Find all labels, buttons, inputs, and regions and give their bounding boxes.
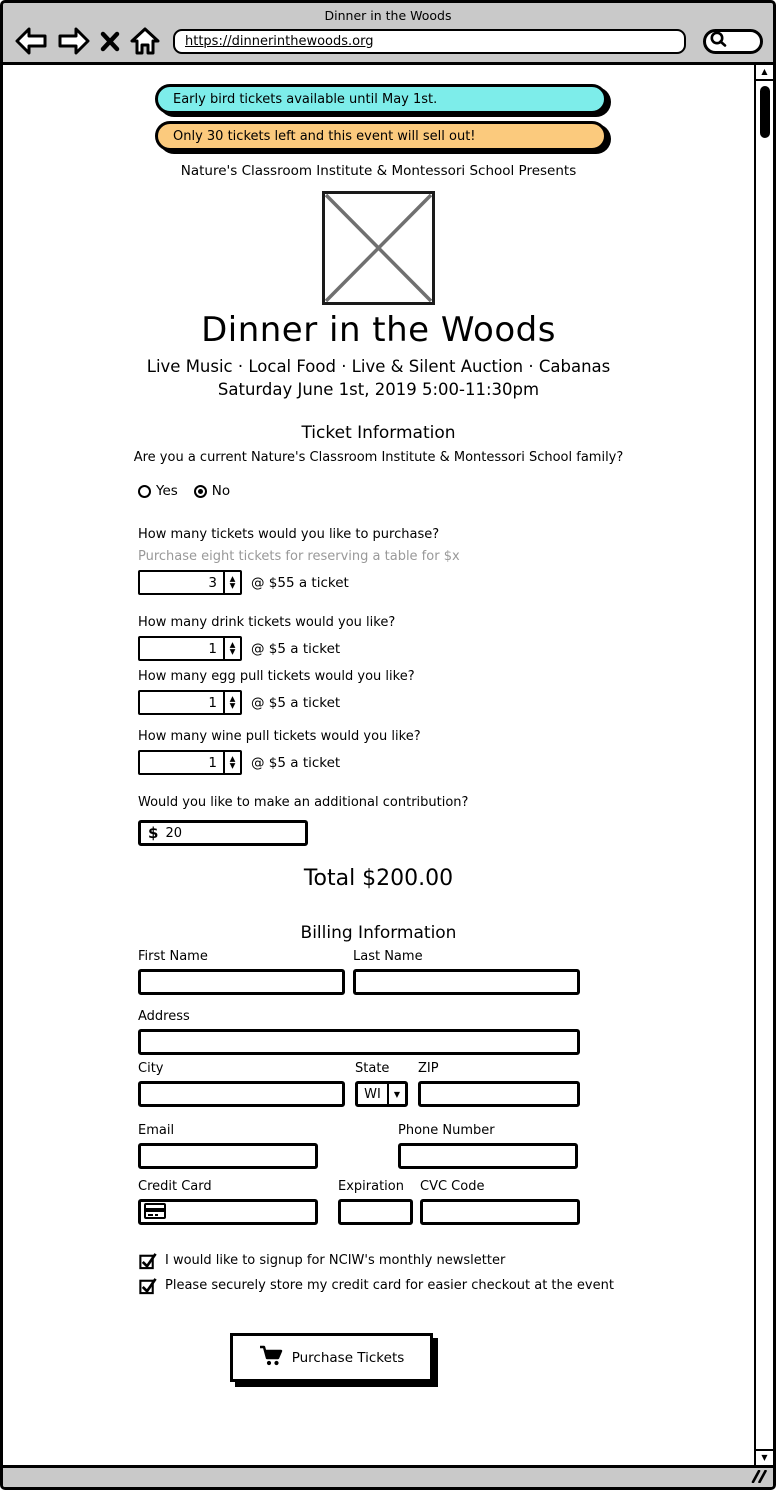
forward-icon[interactable] xyxy=(57,27,90,55)
stepper-arrows[interactable] xyxy=(223,638,240,659)
credit-card-icon xyxy=(144,1203,166,1219)
page-title: Dinner in the Woods xyxy=(201,310,556,350)
presenter-text: Nature's Classroom Institute & Montessori School Presents xyxy=(180,163,577,179)
back-icon[interactable] xyxy=(15,27,48,55)
page-body xyxy=(3,65,754,1465)
drink-quantity-value[interactable]: 1 xyxy=(208,640,217,657)
phone-field[interactable] xyxy=(398,1143,578,1169)
cart-icon xyxy=(259,1345,283,1371)
store-card-checkbox[interactable] xyxy=(138,1276,754,1295)
browser-titlebar xyxy=(3,3,773,62)
family-radio-group xyxy=(138,483,754,499)
stepper-up-icon[interactable]: ▲ xyxy=(229,754,236,763)
radio-option-yes[interactable] xyxy=(138,483,178,499)
scroll-up-icon[interactable]: ▲ xyxy=(756,65,773,81)
tickets-quantity-row xyxy=(138,570,754,595)
contribution-question: Would you like to make an additional contribution? xyxy=(138,795,469,810)
store-card-checkbox-label: Please securely store my credit card for easier checkout at the event xyxy=(165,1278,614,1293)
contribution-input[interactable] xyxy=(138,820,308,846)
stepper-down-icon[interactable]: ▼ xyxy=(229,580,236,590)
drink-quantity-stepper[interactable] xyxy=(138,636,242,661)
dropdown-arrow-icon[interactable]: ▼ xyxy=(387,1084,405,1104)
egg-quantity-value[interactable]: 1 xyxy=(208,694,217,711)
last-name-label: Last Name xyxy=(353,949,423,964)
newsletter-checkbox-label: I would like to signup for NCIW's monthly newsletter xyxy=(165,1253,506,1268)
stepper-up-icon[interactable]: ▲ xyxy=(229,574,236,583)
stepper-up-icon[interactable]: ▲ xyxy=(229,694,236,703)
wine-price-note: @ $5 a ticket xyxy=(251,754,341,771)
image-placeholder xyxy=(322,191,435,305)
checkbox-checked-icon[interactable] xyxy=(138,1251,157,1270)
city-field[interactable] xyxy=(138,1081,345,1107)
checkbox-checked-icon[interactable] xyxy=(138,1276,157,1295)
order-total: Total $200.00 xyxy=(303,866,454,891)
currency-symbol: $ xyxy=(148,824,159,842)
info-banner-text: Early bird tickets available until May 1st. xyxy=(173,91,438,107)
first-name-label: First Name xyxy=(138,949,208,964)
family-question: Are you a current Nature's Classroom Institute & Montessori School family? xyxy=(133,450,624,465)
url-bar[interactable] xyxy=(173,29,686,54)
search-box[interactable] xyxy=(703,29,763,54)
email-phone-row xyxy=(138,1123,754,1169)
billing-section-heading: Billing Information xyxy=(300,923,457,943)
drink-quantity-row xyxy=(138,636,754,661)
first-name-field[interactable] xyxy=(138,969,345,995)
vertical-scrollbar[interactable] xyxy=(754,65,773,1465)
window-title: Dinner in the Woods xyxy=(324,8,452,23)
warning-banner-text: Only 30 tickets left and this event will sell out! xyxy=(173,128,476,144)
ticket-section-heading: Ticket Information xyxy=(301,423,456,443)
browser-statusbar xyxy=(3,1465,773,1487)
name-row xyxy=(138,949,754,995)
wine-question: How many wine pull tickets would you like? xyxy=(138,729,421,744)
cvc-label: CVC Code xyxy=(420,1179,485,1194)
stepper-down-icon[interactable]: ▼ xyxy=(229,700,236,710)
browser-nav-row xyxy=(3,23,773,55)
tickets-hint: Purchase eight tickets for reserving a table for $x xyxy=(138,549,460,564)
resize-handle-icon[interactable] xyxy=(750,1468,767,1487)
wine-quantity-value[interactable]: 1 xyxy=(208,754,217,771)
purchase-tickets-button[interactable] xyxy=(230,1333,433,1382)
close-icon[interactable] xyxy=(99,29,121,53)
egg-quantity-stepper[interactable] xyxy=(138,690,242,715)
zip-field[interactable] xyxy=(418,1081,580,1107)
stepper-up-icon[interactable]: ▲ xyxy=(229,640,236,649)
state-label: State xyxy=(355,1061,390,1076)
drink-question: How many drink tickets would you like? xyxy=(138,615,396,630)
radio-no-label: No xyxy=(211,483,231,499)
phone-label: Phone Number xyxy=(398,1123,495,1138)
event-tagline: Live Music · Local Food · Live & Silent Auction · Cabanas xyxy=(146,357,611,376)
card-row xyxy=(138,1179,754,1225)
tickets-quantity-stepper[interactable] xyxy=(138,570,242,595)
expiration-label: Expiration xyxy=(338,1179,404,1194)
radio-yes-label: Yes xyxy=(156,483,178,499)
stepper-arrows[interactable] xyxy=(223,752,240,773)
tickets-question: How many tickets would you like to purchase? xyxy=(138,527,440,542)
egg-quantity-row xyxy=(138,690,754,715)
scrollbar-thumb[interactable] xyxy=(760,86,770,138)
address-label: Address xyxy=(138,1009,190,1024)
email-label: Email xyxy=(138,1123,175,1138)
egg-question: How many egg pull tickets would you like? xyxy=(138,669,415,684)
contribution-value[interactable]: 20 xyxy=(165,825,182,841)
credit-card-label: Credit Card xyxy=(138,1179,212,1194)
info-banner xyxy=(155,84,607,114)
tickets-price-note: @ $55 a ticket xyxy=(251,574,349,591)
email-field[interactable] xyxy=(138,1143,318,1169)
stepper-down-icon[interactable]: ▼ xyxy=(229,760,236,770)
wine-quantity-stepper[interactable] xyxy=(138,750,242,775)
last-name-field[interactable] xyxy=(353,969,580,995)
city-state-zip-row xyxy=(138,1061,754,1107)
page-content xyxy=(3,62,773,1465)
address-row xyxy=(138,1009,754,1055)
drink-price-note: @ $5 a ticket xyxy=(251,640,341,657)
state-select[interactable] xyxy=(355,1081,408,1107)
state-value: WI xyxy=(364,1086,381,1102)
stepper-arrows[interactable] xyxy=(223,572,240,593)
wine-quantity-row xyxy=(138,750,754,775)
address-field[interactable] xyxy=(138,1029,580,1055)
expiration-field[interactable] xyxy=(338,1199,413,1225)
tickets-quantity-value[interactable]: 3 xyxy=(208,574,217,591)
search-icon xyxy=(709,30,729,53)
event-datetime: Saturday June 1st, 2019 5:00-11:30pm xyxy=(217,380,540,399)
stepper-down-icon[interactable]: ▼ xyxy=(229,646,236,656)
radio-yes-circle[interactable] xyxy=(138,485,151,498)
newsletter-checkbox[interactable] xyxy=(138,1251,754,1270)
egg-price-note: @ $5 a ticket xyxy=(251,694,341,711)
purchase-tickets-label: Purchase Tickets xyxy=(291,1349,405,1366)
cvc-field[interactable] xyxy=(420,1199,580,1225)
zip-label: ZIP xyxy=(418,1061,439,1076)
scroll-down-icon[interactable]: ▼ xyxy=(756,1449,773,1465)
home-icon[interactable] xyxy=(130,27,160,55)
warning-banner xyxy=(155,121,607,151)
stepper-arrows[interactable] xyxy=(223,692,240,713)
radio-option-no[interactable] xyxy=(194,483,230,499)
radio-no-circle[interactable] xyxy=(194,485,207,498)
city-label: City xyxy=(138,1061,164,1076)
url-text: https://dinnerinthewoods.org xyxy=(185,33,374,49)
